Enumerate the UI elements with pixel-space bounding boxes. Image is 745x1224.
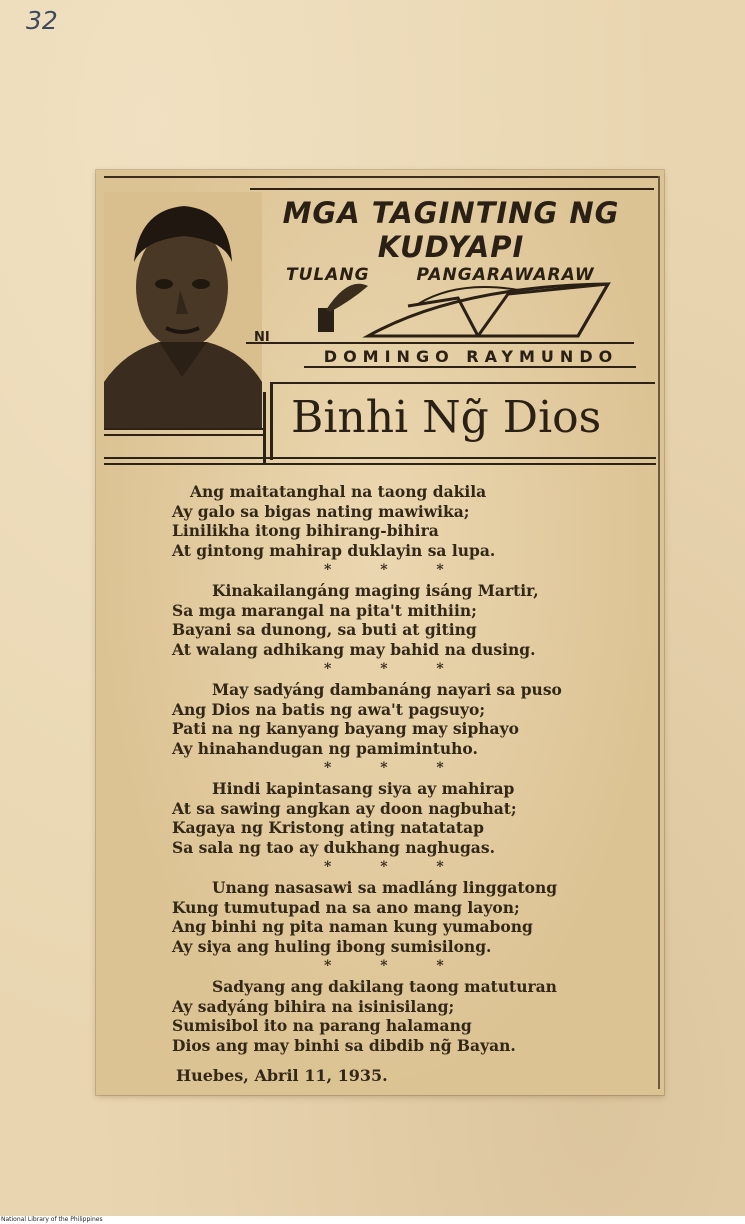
poem-line: Ay siya ang huling ibong sumisilong. [172, 936, 492, 956]
masthead-subtitle: TULANG PANGARAWARAW [286, 265, 595, 285]
poem-body [172, 482, 632, 1055]
dateline: Huebes, Abril 11, 1935. [176, 1066, 388, 1085]
poem-line: Sa sala ng tao ay dukhang naghugas. [172, 837, 495, 857]
header-separator-rule [104, 463, 656, 465]
poem-line: May sadyáng dambanáng nayari sa puso [212, 680, 562, 699]
poem-line: Bayani sa dunong, sa buti at giting [172, 620, 477, 639]
stanza-separator: * * * [324, 562, 466, 578]
masthead-title-line1: MGA TAGINTING NG [282, 196, 620, 230]
poem-line: Ang Dios na batis ng awa't pagsuyo; [172, 699, 486, 719]
stanza-separator: * * * [324, 661, 466, 677]
poem-line: Kagaya ng Kristong ating natatatap [172, 818, 484, 837]
stanza [172, 482, 632, 560]
stanza-separator: * * * [324, 958, 466, 974]
poem-line: Ay galo sa bigas nating mawiwika; [172, 501, 470, 521]
poem-line: Unang nasasawi sa madláng linggatong [212, 878, 558, 897]
poem-line: Hindi kapintasang siya ay mahirap [212, 779, 515, 798]
poem-line: Sumisibol ito na parang halamang [172, 1016, 472, 1035]
stanza [172, 779, 632, 857]
page-number: 32 [26, 6, 58, 35]
masthead-title-line2: KUDYAPI [377, 230, 525, 264]
author-rule-bottom [304, 366, 636, 368]
header-separator-rule [104, 457, 656, 459]
poem-line: Sadyang ang dakilang taong matuturan [212, 977, 557, 996]
library-credit: National Library of the Philippines [0, 1216, 745, 1224]
stanza [172, 581, 632, 659]
poem-line: Pati na ng kanyang bayang may siphayo [172, 719, 519, 738]
stanza-separator: * * * [324, 859, 466, 875]
poem-line: Ang binhi ng pita naman kung yumabong [172, 917, 533, 936]
poem-line: At sa sawing angkan ay doon nagbuhat; [172, 798, 517, 818]
portrait-rule [104, 428, 264, 430]
poem-line: Kung tumutupad na sa ano mang layon; [172, 897, 520, 917]
author-prefix: NI [254, 330, 270, 345]
poem-line: At gintong mahirap duklayin sa lupa. [172, 540, 496, 560]
poem-line: Sa mga marangal na pita't mithiin; [172, 600, 477, 620]
poem-line: Kinakailangáng maging isáng Martir, [212, 581, 539, 600]
newspaper-clipping [96, 170, 664, 1095]
stanza [172, 977, 632, 1055]
stanza [172, 680, 632, 758]
author-name: DOMINGO RAYMUNDO [323, 347, 619, 366]
poem-title: Binhi Ng̃ Dios [291, 392, 602, 443]
masthead-top-rule [250, 188, 654, 190]
stanza-separator: * * * [324, 760, 466, 776]
stanza [172, 878, 632, 956]
poem-line: Ay hinahandugan ng pamimintuho. [172, 738, 478, 758]
poem-line: At walang adhikang may bahid na dusing. [172, 639, 536, 659]
poem-line: Ang maitatanghal na taong dakila [190, 482, 487, 501]
poem-line: Dios ang may binhi sa dibdib ng̃ Bayan. [172, 1035, 516, 1055]
poem-line: Ay sadyáng bihira na isinisilang; [172, 996, 455, 1016]
clipping-top-border [104, 176, 658, 178]
quill-and-book-illustration [308, 280, 638, 346]
portrait-rule [104, 434, 264, 436]
title-box-rule [263, 392, 266, 464]
author-rule-top [246, 342, 634, 344]
clipping-right-border [658, 176, 660, 1089]
author-portrait [104, 192, 262, 428]
poem-line: Linilikha itong bihirang-bihira [172, 521, 439, 540]
poem-title-box [270, 382, 655, 460]
